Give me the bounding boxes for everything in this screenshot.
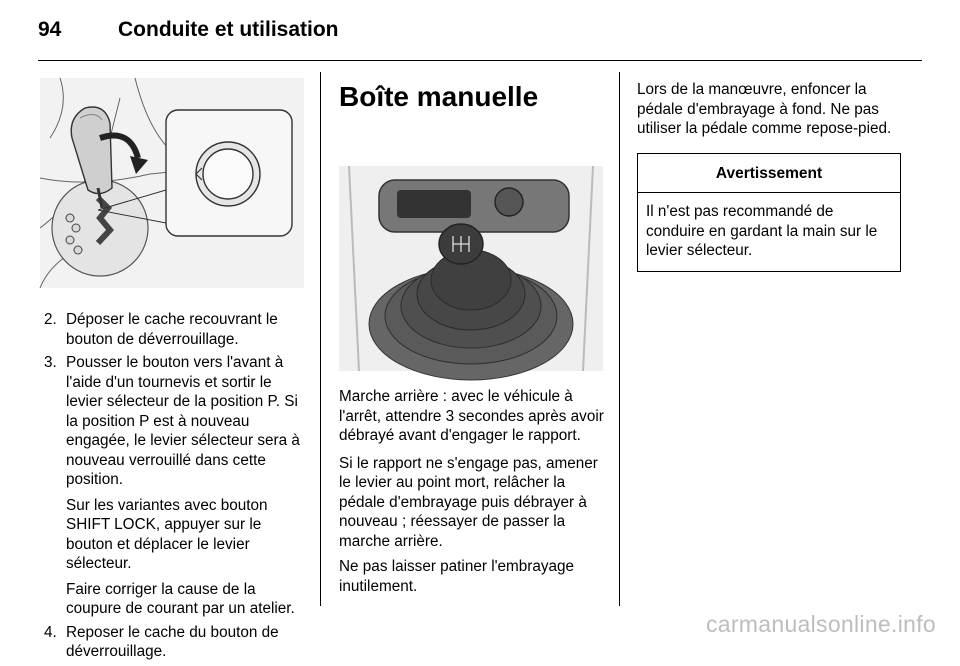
header-divider [38,60,922,61]
reverse-gear-caption: Marche arrière : avec le véhicule à l'arrêt, attendre 3 secondes après avoir débrayé avant d'engager le rapport. [339,388,604,444]
steps-list [40,310,304,662]
column-2 [339,78,605,596]
column-divider-1 [320,72,321,606]
gear-shift-drawing [339,166,603,371]
body-paragraph: Ne pas laisser patiner l'embrayage inutilement. [339,558,575,595]
step-text: Déposer le cache recouvrant le bouton de déverrouillage. [66,311,278,348]
page-header [38,18,339,48]
body-paragraph: Si le rapport ne s'engage pas, amener le levier au point mort, relâcher la pédale d'embrayage puis débrayer à nouveau ; réessayer de passer la marche arrière. [339,454,598,550]
list-item [40,310,304,349]
warning-box [637,153,901,272]
warning-title: Avertissement [638,154,900,194]
step-text: Faire corriger la cause de la coupure de courant par un atelier. [66,580,295,617]
step-text: Reposer le cache du bouton de déverrouillage. [66,623,279,660]
selector-lever-drawing [40,78,304,288]
step-number: 4. [44,623,57,641]
chapter-title: Conduite et utilisation [118,18,339,41]
gear-shift-illustration [339,166,603,371]
step-text: Pousser le bouton vers l'avant à l'aide d'un tournevis et sortir le levier sélecteur de la position P. Si la position P est à nouveau engagée, le levier sélecteur sera à nouveau verrouillé dans cette position. [66,354,300,488]
list-item [40,623,304,662]
section-title: Boîte manuelle [339,81,539,112]
step-number: 2. [44,311,57,328]
intro-paragraph: Lors de la manœuvre, enfoncer la pédale d'embrayage à fond. Ne pas utiliser la pédale comme repose-pied. [637,81,892,137]
selector-lever-illustration [40,78,304,288]
column-divider-2 [619,72,620,606]
column-1 [40,78,304,666]
page-number: 94 [38,18,62,41]
watermark: carmanualsonline.info [705,611,936,637]
list-item [40,353,304,619]
column-3 [637,80,905,272]
step-text: Sur les variantes avec bouton SHIFT LOCK, appuyer sur le bouton et déplacer le levier sélecteur. [66,496,268,572]
warning-text: Il n'est pas recommandé de conduire en gardant la main sur le levier sélecteur. [646,203,878,259]
step-number: 3. [44,354,57,371]
